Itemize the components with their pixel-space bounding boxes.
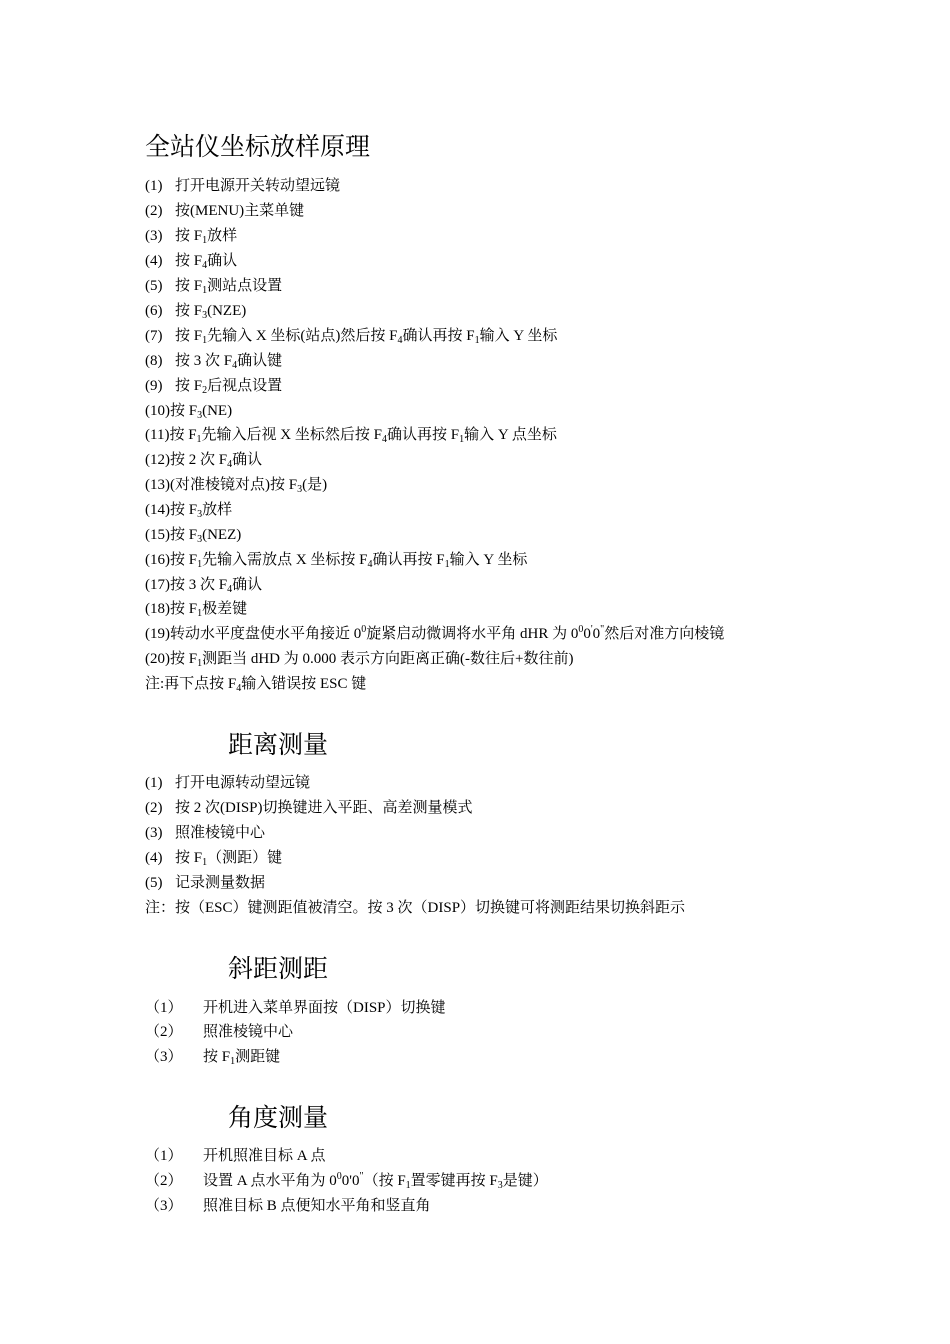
section-title-distance: 距离测量 [228,732,329,759]
list-item: (3)照准棱镜中心 [145,825,266,841]
list-item: (13)(对准棱镜对点)按 $F_3$(是) [145,477,328,495]
list-item: (4)按 $F_4$确认 [145,253,238,271]
list-item: (9)按 $F_2$后视点设置 [145,378,283,396]
note-line: 注:再下点按 $F_4$输入错误按 ESC 键 [145,676,367,694]
list-item: (20)按 $F_1$测距当 dHD 为 0.000 表示方向距离正确(-数往后+数往前) [145,651,574,669]
list-item: (14)按 $F_3$放样 [145,502,233,520]
list-item: (4)按 $F_1$（测距）键 [145,850,283,868]
section-title-angle: 角度测量 [228,1105,329,1132]
list-item: (5)按 $F_1$测站点设置 [145,278,283,296]
list-item: (6)按 $F_3(NZE)$ [145,303,247,321]
list-item: (12)按 2 次 $F_4$确认 [145,452,263,470]
list-item: (5)记录测量数据 [145,875,266,891]
list-item: (8)按 3 次 $F_4$确认键 [145,353,283,371]
section-title-stakeout: 全站仪坐标放样原理 [145,134,371,161]
list-item: (19)转动水平度盘使水平角接近 $0^0$旋紧启动微调将水平角 dHR 为 $0^00'0^"$然后对准方向棱镜 [145,624,725,642]
note-line: 注：按（ESC）键测距值被清空。按 3 次（DISP）切换键可将测距结果切换斜距示 [145,900,686,916]
list-item: （1） 开机进入菜单界面按（DISP）切换键 [145,1000,446,1016]
list-item: (7)按 $F_1$先输入 X 坐标(站点)然后按 $F_4$确认再按 $F_1$输入 Y 坐标 [145,328,558,346]
list-item: (2)按(MENU)主菜单键 [145,203,305,219]
list-item: （2） 照准棱镜中心 [145,1024,294,1040]
list-item: (1)打开电源开关转动望远镜 [145,178,341,194]
list-item: （1） 开机照准目标 A 点 [145,1148,326,1164]
list-item: （3） 按 $F_1$测距键 [145,1049,281,1067]
list-item: (16)按 $F_1$先输入需放点 X 坐标按 $F_4$确认再按 $F_1$输入 Y 坐标 [145,552,528,570]
section-title-slope: 斜距测距 [228,956,329,983]
list-item: (1)打开电源转动望远镜 [145,775,311,791]
list-item: (2)按 2 次(DISP)切换键进入平距、高差测量模式 [145,800,473,816]
list-item: (11)按 $F_1$先输入后视 X 坐标然后按 $F_4$确认再按 $F_1$输入 Y 点坐标 [145,427,557,445]
list-item: (3)按 $F_1$放样 [145,228,238,246]
list-item: （3） 照准目标 B 点便知水平角和竖直角 [145,1198,431,1214]
list-item: (18)按 $F_1$极差键 [145,601,248,619]
list-item: （2） 设置 A 点水平角为 $0^00'0^"$（按 $F_1$置零键再按 $F_3$是键） [145,1171,548,1191]
list-item: (15)按 $F_3(NEZ)$ [145,527,242,545]
list-item: (10)按 $F_3(NE)$ [145,403,233,421]
list-item: (17)按 3 次 $F_4$确认 [145,577,263,595]
